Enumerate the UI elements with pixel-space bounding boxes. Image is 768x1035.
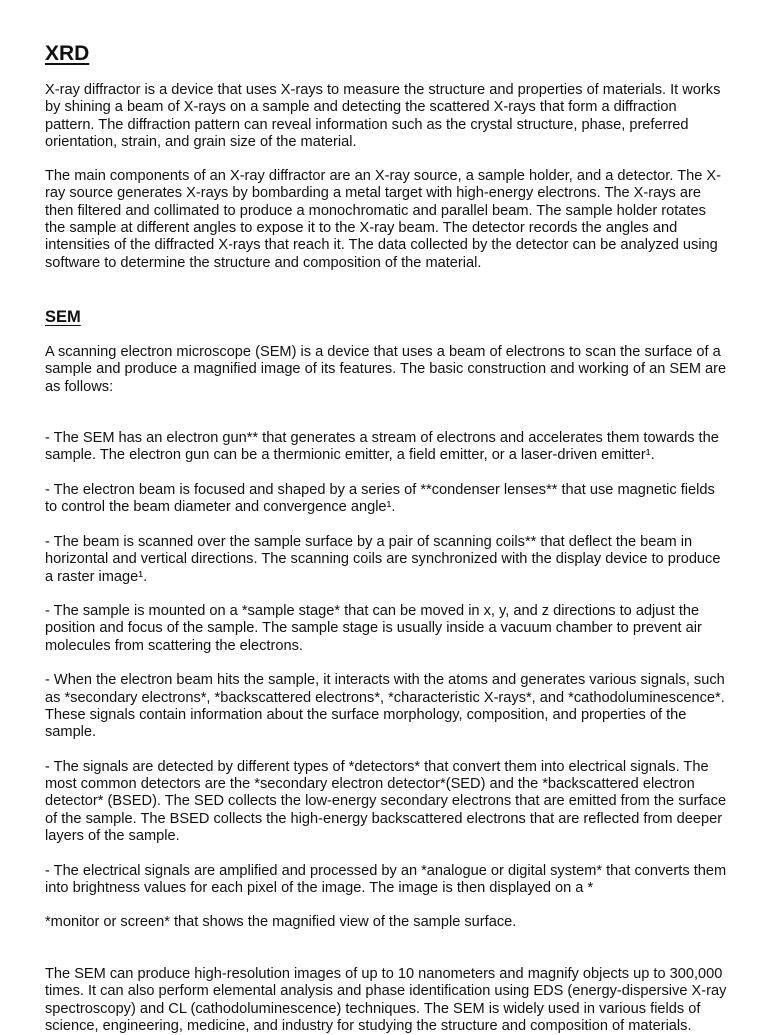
sem-construction-list: [45, 413, 728, 949]
list-item: - The signals are detected by different types of *detectors* that convert them into electrical signals. The most common detectors are the *secondary electron detector*(SED) and the *backscattered electron detector* (BSED). The SED collects the low-energy secondary electrons that are emitted from the surface of the sample. The BSED collects the high-energy backscattered electrons that are reflected from deeper layers of the sample.: [45, 758, 727, 844]
xrd-paragraph-2: The main components of an X-ray diffractor are an X-ray source, a sample holder, and a detector. The X-ray source generates X-rays by bombarding a metal target with high-energy electrons. The X-rays are then filtered and collimated to produce a monochromatic and parallel beam. The sample holder rotates the sample at different angles to expose it to the X-ray beam. The detector records the angles and intensities of the diffracted X-rays that reach it. The data collected by the detector can be analyzed using software to determine the structure and composition of the material.: [45, 168, 721, 271]
sem-intro-paragraph: A scanning electron microscope (SEM) is a device that uses a beam of electrons to scan the surface of a sample and produce a magnified image of its features. The basic construction and working of an SEM are as follows:: [45, 343, 727, 395]
list-item: - When the electron beam hits the sample, it interacts with the atoms and generates various signals, such as *secondary electrons*, *backscattered electrons*, *characteristic X-rays*, and *cathodoluminescence*. These signals contain information about the surface morphology, composition, and properties of the sample.: [45, 672, 725, 741]
list-item: - The beam is scanned over the sample surface by a pair of scanning coils** that deflect the beam in horizontal and vertical directions. The scanning coils are synchronized with the display device to produce a raster image¹.: [45, 533, 721, 585]
xrd-heading: XRD: [45, 42, 90, 65]
list-item: - The SEM has an electron gun** that generates a stream of electrons and accelerates them towards the sample. The electron gun can be a thermionic emitter, a field emitter, or a laser-driven emitter¹.: [45, 430, 719, 464]
sem-closing-paragraph: The SEM can produce high-resolution images of up to 10 nanometers and magnify objects up to 300,000 times. It can also perform elemental analysis and phase identification using EDS (energy-dispersive X-ray spectroscopy) and CL (cathodoluminescence) techniques. The SEM is widely used in various fields of science, engineering, medicine, and industry for studying the structure and composition of materials.: [45, 966, 727, 1034]
sem-heading: SEM: [45, 307, 81, 326]
list-item: - The electrical signals are amplified and processed by an *analogue or digital system* that converts them into brightness values for each pixel of the image. The image is then displayed on a *: [45, 862, 727, 896]
list-item: - The sample is mounted on a *sample stage* that can be moved in x, y, and z directions to adjust the position and focus of the sample. The sample stage is usually inside a vacuum chamber to prevent air molecules from scattering the electrons.: [45, 603, 702, 654]
xrd-paragraph-1: X-ray diffractor is a device that uses X-rays to measure the structure and properties of materials. It works by shining a beam of X-rays on a sample and detecting the scattered X-rays that form a diffraction pattern. The diffraction pattern can reveal information such as the crystal structure, phase, preferred orientation, strain, and grain size of the material.: [45, 82, 721, 150]
list-item: - The electron beam is focused and shaped by a series of **condenser lenses** that use magnetic fields to control the beam diameter and convergence angle¹.: [45, 482, 715, 516]
list-item: *monitor or screen* that shows the magnified view of the sample surface.: [45, 914, 517, 931]
